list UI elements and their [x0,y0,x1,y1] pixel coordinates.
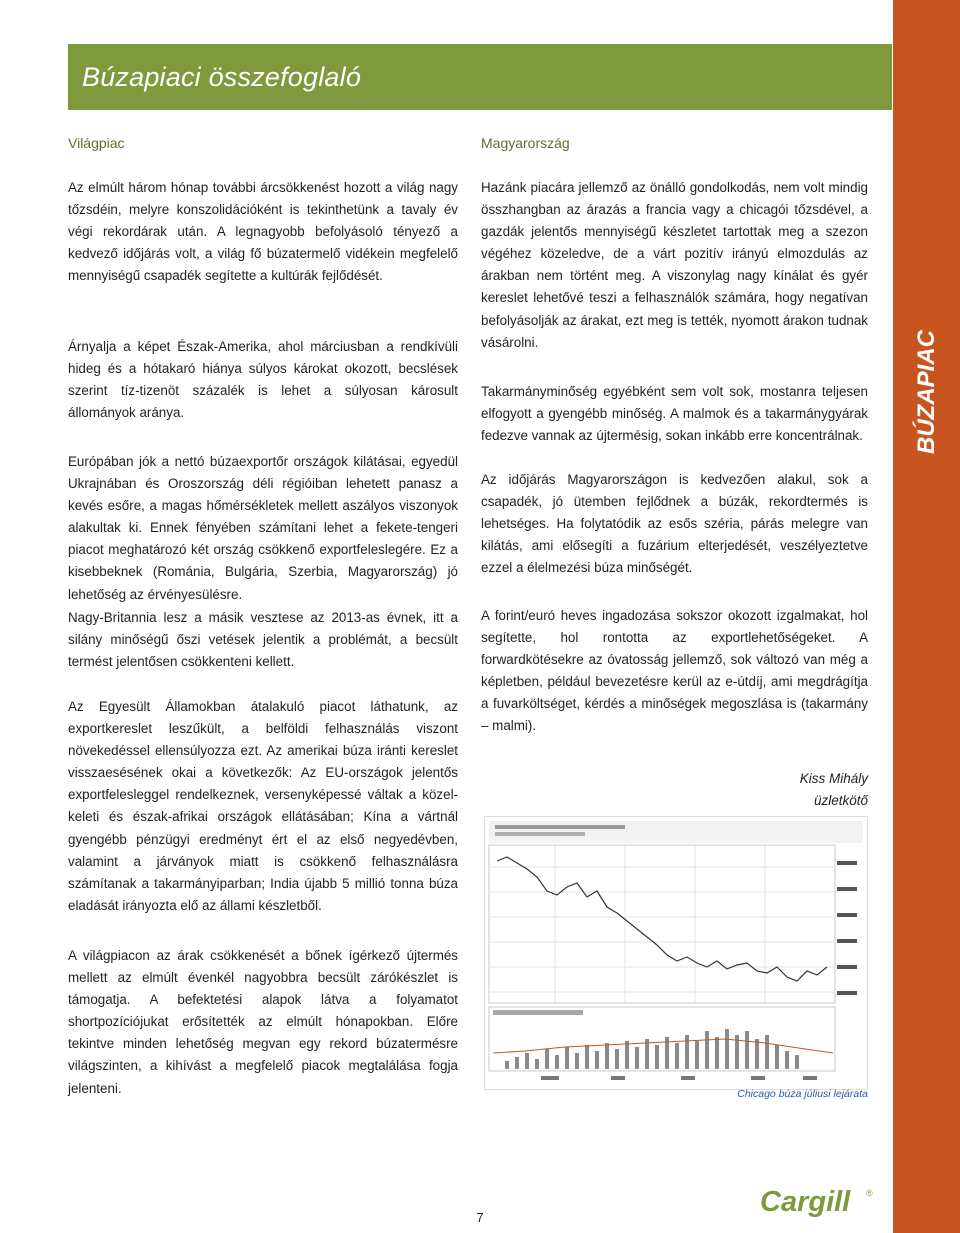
logo-text: Cargill [760,1186,851,1218]
chart-price-axis-ticks [837,861,857,995]
left-paragraph-4: Nagy-Britannia lesz a másik vesztese az 2013-as évnek, itt a silány minőségű őszi vetések jelentik a problémát, a becsült termést jelentősen csökkenteni kellett. [68,610,458,670]
left-paragraph-5: Az Egyesült Államokban átalakuló piacot láthatunk, az exportkereslet leszűkült, a belföldi felhasználás viszont növekedéssel ellensúlyozza ezt. Az amerikai búza iránti kereslet visszaesésének okai a következők: Az EU-országok jelentős exportfelesleggel rendelkeznek, versenyképessé váltak a közel-keleti és észak-afrikai országok ellátásában; Kína a vártnál gyengébb pénzügyi eredményt ért el az első negyedévben, valamint a járványok miatt is csökkenő felhasználásra számítanak a takarmányiparban; India újabb 5 millió tonna búza eladását irányozta elő az állami készletből. [68,699,458,913]
cargill-logo [760,1182,880,1222]
chart-volume-panel [489,1007,835,1071]
left-paragraph-3: Európában jók a nettó búzaexportőr országok kilátásai, egyedül Ukrajnában és Oroszország déli régióiban lehetett panasz a kevés esőre, a magas hőmérsékletek mellett aszályos viszonyok alakultak ki. Ennek fényében számítani lehet a fekete-tengeri piacot meghatározó két ország csökkenő exportfeleslegére. Ez a kisebbeknek (Románia, Bulgária, Szerbia, Magyarország) jó lehetőség az érvényesülésre. [68,454,458,602]
side-label: BÚZAPIAC [912,330,940,454]
right-paragraph-1: Hazánk piacára jellemző az önálló gondolkodás, nem volt mindig összhangban az árazás a francia vagy a chicagói tőzsdével, a gazdák jelentős mennyiségű készletet tartottak meg a szezon végéhez közeledve, de a várt pozitív irányú elmozdulás az árakban nem történt meg. A viszonylag nagy kínálat és gyér kereslet lehetővé teszi a felhasználók számára, hogy negatívan befolyásolják az árakat, ezt meg is tették, nyomott árakon tudnak vásárolni. [481,180,868,350]
author-title: üzletkötő [813,793,868,808]
left-paragraph-2: Árnyalja a képet Észak-Amerika, ahol márciusban a rendkívüli hideg és a hótakaró hiánya súlyos károkat okozott, becslések szerint tíz-tizenöt százalék is lehet a súlyosan károsult állományok aránya. [68,339,458,421]
right-paragraph-3: Az időjárás Magyarországon is kedvezően alakul, sok a csapadék, jó ütemben fejlődnek a búzák, rekordtermés is lehetséges. Ha folytatódik az esős széria, párás melegre van kilátás, ami elősegíti a fuzárium elterjedését, veszélyeztetve ezzel a élelmezési búza minőségét. [481,472,868,576]
chart-price-panel [489,845,835,1003]
chart-time-axis-labels [541,1076,817,1080]
price-chart-graphic [485,817,867,1089]
side-label-container [893,0,960,800]
chart-caption: Chicago búza júliusi lejárata [737,1088,868,1100]
page-title: Búzapiaci összefoglaló [82,62,362,92]
right-paragraph-4: A forint/euró heves ingadozása sokszor okozott izgalmakat, hol segítette, hol rontotta az exportlehetőségeket. A forwardkötésekre az óvatosság jellemző, sok változó van még a képletben, például bevezetésre kerül az e-útdíj, ami megdrágítja a fuvarköltséget, kérdés a minőségek megoszlása is (takarmány – malmi). [481,608,868,734]
registered-mark: ® [866,1188,873,1198]
right-paragraph-2: Takarmányminőség egyébként sem volt sok, mostanra teljesen elfogyott a gyengébb minőség. A malmok és a takarmánygyárak fedezve vannak az újtermésig, sokan inkább erre koncentrálnak. [481,384,868,444]
chart-volume-legend [493,1010,583,1015]
right-column-heading: Magyarország [481,135,570,151]
left-paragraph-1: Az elmúlt három hónap további árcsökkenést hozott a világ nagy tőzsdéin, melyre konszolidációként is tekinthetünk a tavaly év végi rekordárak után. A legnagyobb befolyásoló tényező a kedvező időjárás volt, a világ fő búzatermelő vidékein megfelelő mennyiségű csapadék segítette a kultúrák fejlődését. [68,180,458,284]
left-column-heading: Világpiac [68,135,125,151]
chart-header-text-line [495,832,585,836]
left-paragraph-6: A világpiacon az árak csökkenését a bőnek ígérkező újtermés mellett az elmúlt évenkél nagyobbra becsült zárókészlet is támogatja. A befektetési alapok látva a folyamatot shortpozíciójukat erősítették az elmúlt hónapokban. Előre tekintve minden lehetőség megvan egy rekord búzatermésre világszinten, a kihívást a megfelelő piacok megtalálása fogja jelenteni. [68,948,458,1096]
chart-header-text-line [495,825,625,829]
price-chart-image [484,816,868,1090]
author-name: Kiss Mihály [799,771,868,786]
page-number: 7 [476,1210,484,1225]
